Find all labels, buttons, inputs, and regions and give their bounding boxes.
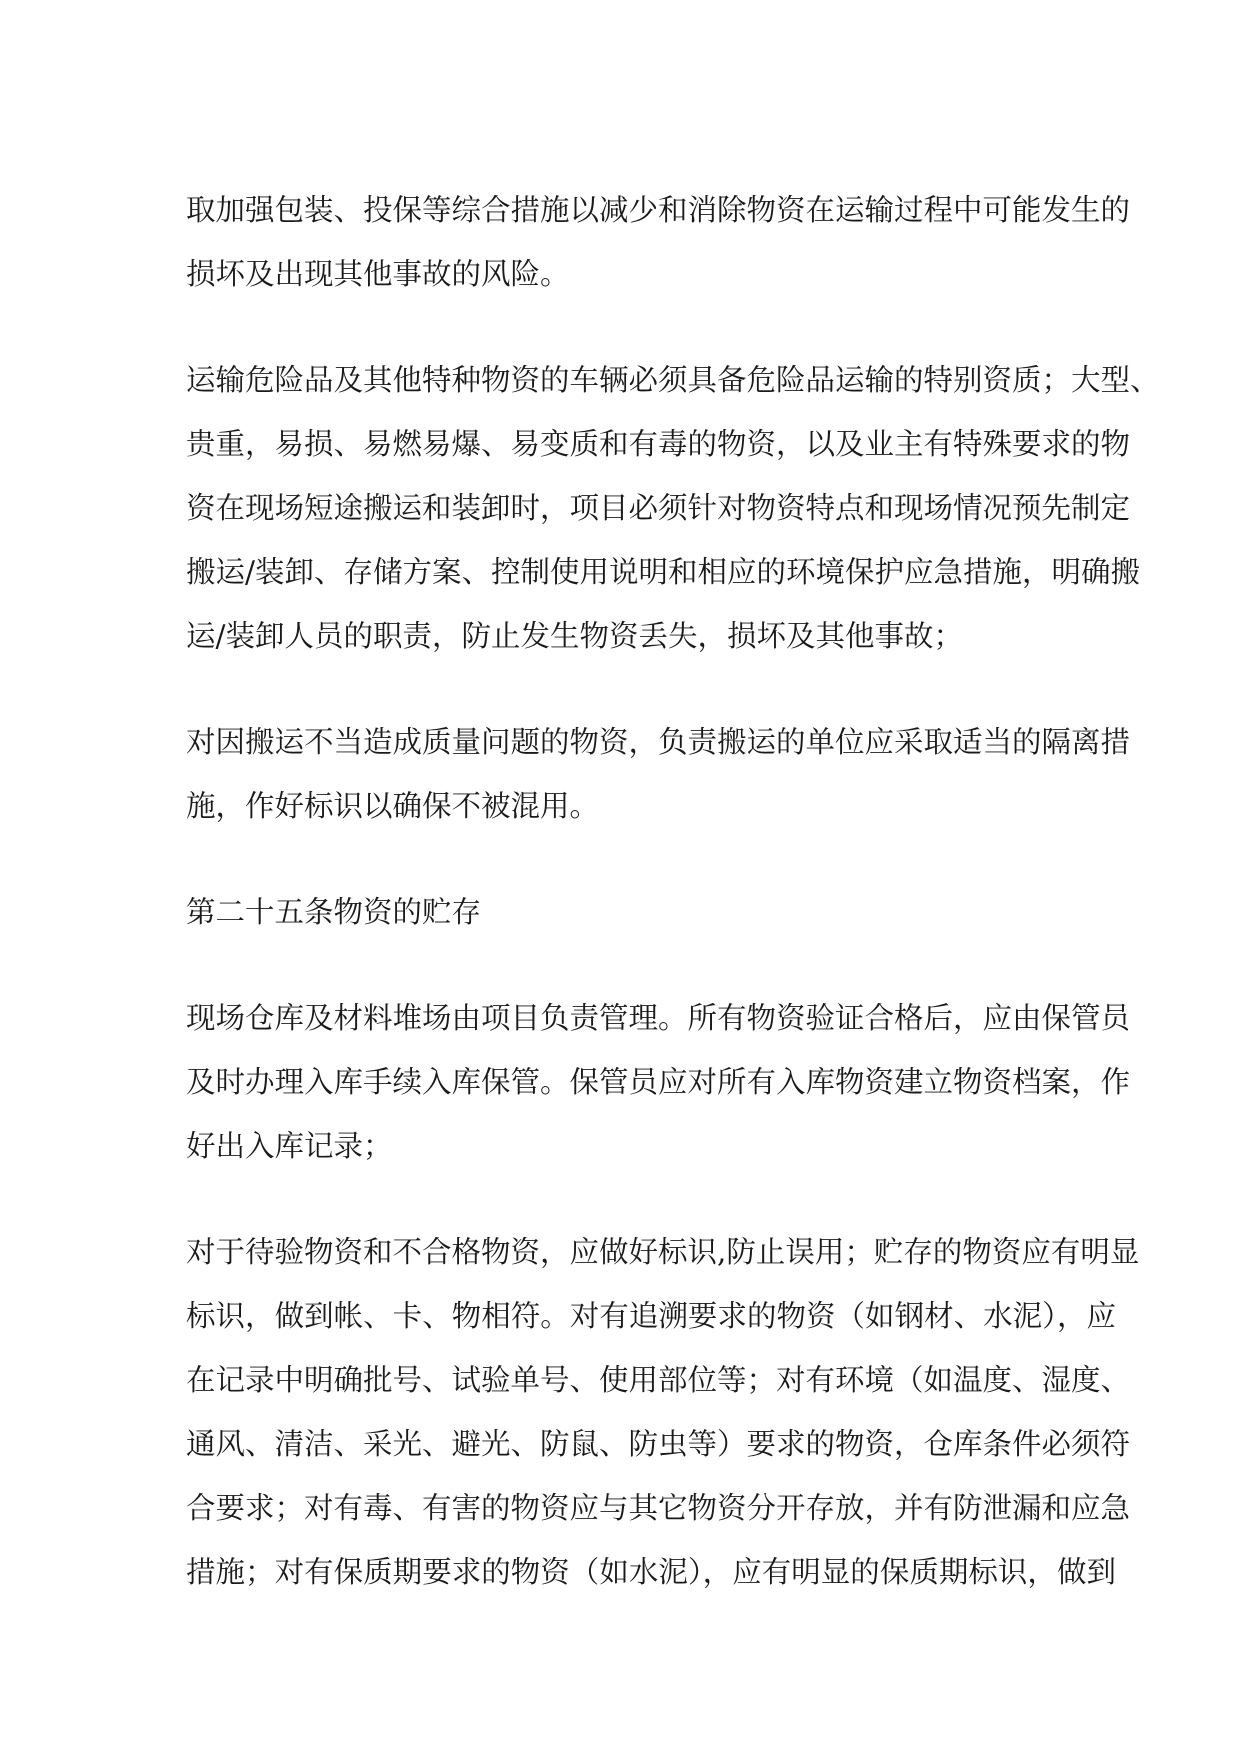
text-line: 运输危险品及其他特种物资的车辆必须具备危险品运输的特别资质；大型、 (186, 363, 1160, 397)
text-line: 贵重，易损、易燃易爆、易变质和有毒的物资，以及业主有特殊要求的物 (186, 427, 1131, 461)
text-line: 损坏及出现其他事故的风险。 (186, 257, 570, 291)
text-line: 及时办理入库手续入库保管。保管员应对所有入库物资建立物资档案，作 (186, 1065, 1131, 1099)
article-heading: 第二十五条物资的贮存 (186, 895, 482, 929)
text-line: 标识，做到帐、卡、物相符。对有追溯要求的物资（如钢材、水泥），应 (186, 1299, 1116, 1333)
paragraph-storage-requirements (186, 1220, 1140, 1604)
text-line: 施，作好标识以确保不被混用。 (186, 789, 600, 823)
paragraph-hazardous-transport (186, 348, 1160, 668)
text-line: 合要求；对有毒、有害的物资应与其它物资分开存放，并有防泄漏和应急 (186, 1491, 1131, 1525)
text-line: 对于待验物资和不合格物资，应做好标识,防止误用；贮存的物资应有明显 (186, 1235, 1140, 1269)
text-line: 对因搬运不当造成质量问题的物资，负责搬运的单位应采取适当的隔离措 (186, 725, 1131, 759)
text-line: 资在现场短途搬运和装卸时，项目必须针对物资特点和现场情况预先制定 (186, 491, 1131, 525)
document-body (186, 178, 1160, 1604)
paragraph-warehouse-management (186, 986, 1131, 1178)
text-line: 现场仓库及材料堆场由项目负责管理。所有物资验证合格后，应由保管员 (186, 1001, 1131, 1035)
paragraph-improper-handling (186, 710, 1131, 838)
text-line: 在记录中明确批号、试验单号、使用部位等；对有环境（如温度、湿度、 (186, 1363, 1131, 1397)
section-heading-article-25 (186, 880, 1116, 944)
text-line: 搬运/装卸、存储方案、控制使用说明和相应的环境保护应急措施，明确搬 (186, 555, 1140, 589)
text-line: 取加强包装、投保等综合措施以减少和消除物资在运输过程中可能发生的 (186, 193, 1131, 227)
text-line: 通风、清洁、采光、避光、防鼠、防虫等）要求的物资，仓库条件必须符 (186, 1427, 1131, 1461)
text-line: 措施；对有保质期要求的物资（如水泥），应有明显的保质期标识，做到 (186, 1555, 1116, 1589)
paragraph-transport-risk (186, 178, 1131, 306)
text-line: 运/装卸人员的职责，防止发生物资丢失，损坏及其他事故； (186, 619, 963, 653)
text-line: 好出入库记录； (186, 1129, 393, 1163)
